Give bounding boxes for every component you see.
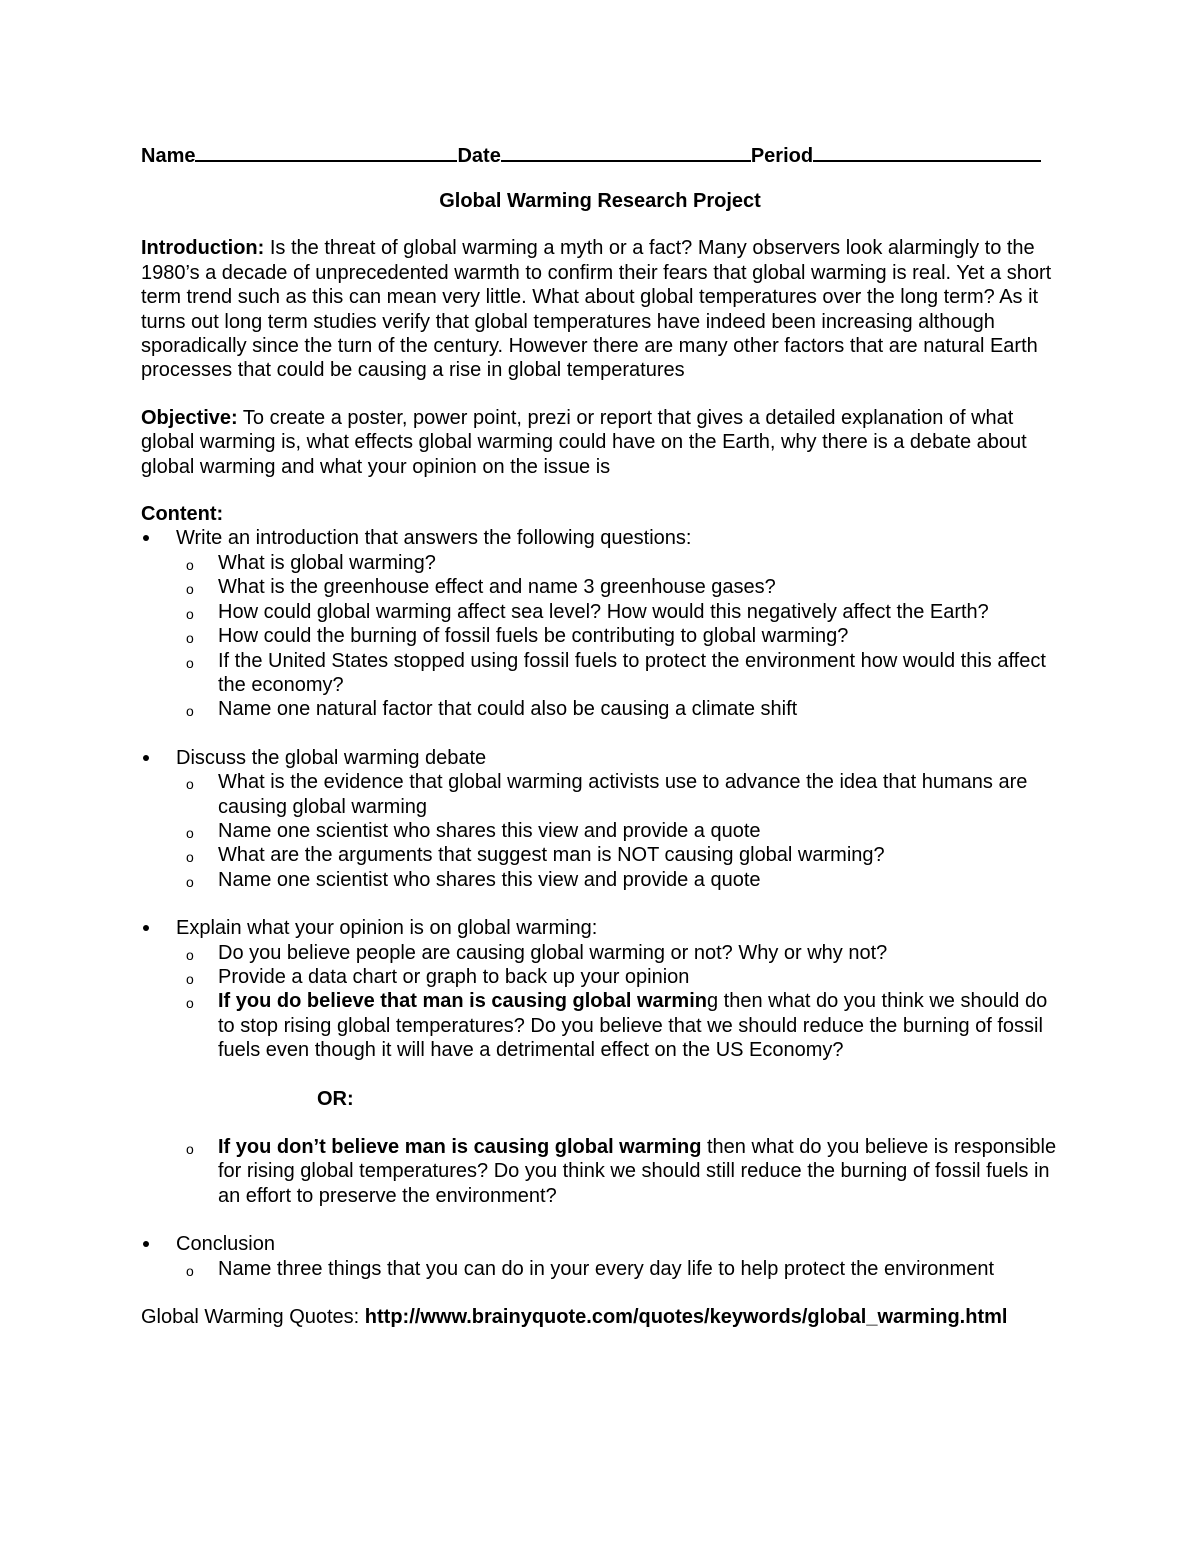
sub-list xyxy=(141,941,1066,1063)
circle-bullet-icon: o xyxy=(186,946,194,963)
list-item: o Name one natural factor that could also be causing a climate shift xyxy=(141,697,1066,721)
quotes-label: Global Warming Quotes: xyxy=(141,1306,365,1329)
circle-bullet-icon: o xyxy=(186,849,194,866)
circle-bullet-icon: o xyxy=(186,654,194,671)
document-body xyxy=(141,142,1066,1329)
list-item: o If the United States stopped using fossil fuels to protect the environment how would this affect the economy? xyxy=(186,649,1046,696)
list-item: Explain what your opinion is on global warming: o Do you believe people are causing global warming or not? Why or why not? o Provide a data chart or graph to back up your opinion o If you do believe that man is causing global warming then what do you think we should do to stop rising global temperatures? Do you believe that we should reduce the burning of fossil fuels even though it will have a detrimental effect on the US Economy? OR: o If you don’t believe man is causing global warming then what do you believe is responsible for rising global temperatures? Do you think we should still reduce the burning of fossil fuels in an effort to preserve the environment? xyxy=(141,916,1066,1208)
sub-list xyxy=(141,1135,1066,1208)
circle-bullet-icon: o xyxy=(186,824,194,841)
quotes-link[interactable]: http://www.brainyquote.com/quotes/keywords/global_warming.html xyxy=(364,1306,1008,1329)
circle-bullet-icon: o xyxy=(186,873,194,890)
sub-list xyxy=(141,1257,1066,1281)
circle-bullet-icon: o xyxy=(186,703,194,720)
circle-bullet-icon: o xyxy=(186,630,194,647)
list-item: o Do you believe people are causing global warming or not? Why or why not? xyxy=(141,941,1066,965)
circle-bullet-icon: o xyxy=(186,776,194,793)
list-item: o Name one scientist who shares this view and provide a quote xyxy=(141,868,1066,892)
list-item: o Name one scientist who shares this view and provide a quote xyxy=(141,819,1066,843)
content-heading: Content: xyxy=(141,503,224,526)
list-item: o What is the evidence that global warming activists use to advance the idea that humans are causing global warming xyxy=(186,771,1028,818)
list-item: o Name three things that you can do in your every day life to help protect the environment xyxy=(141,1257,1066,1281)
circle-bullet-icon: o xyxy=(186,556,194,573)
quotes-footer xyxy=(141,1305,1066,1329)
circle-bullet-icon: o xyxy=(186,970,194,987)
header-fields xyxy=(141,142,1066,168)
date-label: Date xyxy=(457,145,501,167)
introduction-text: Is the threat of global warming a myth or a fact? Many observers look alarmingly to the 1980’s a decade of unprecedented warmth to confirm their fears that global warming is real. Yet a short term trend such as this can mean very little. What about global temperatures over the long term? As it turns out long term studies verify that global temperatures have indeed been increasing although sporadically since the turn of the century. However there are many other factors that are natural Earth processes that could be causing a rise in global temperatures xyxy=(141,237,1052,382)
list-item: o What is the greenhouse effect and name 3 greenhouse gases? xyxy=(141,575,1066,599)
list-item: o How could the burning of fossil fuels be contributing to global warming? xyxy=(141,624,1066,648)
objective-paragraph xyxy=(141,406,1066,479)
period-blank[interactable] xyxy=(813,142,1041,162)
name-label: Name xyxy=(141,145,196,167)
circle-bullet-icon: o xyxy=(186,995,194,1012)
page-title: Global Warming Research Project xyxy=(439,190,761,212)
objective-label: Objective: xyxy=(141,406,238,429)
introduction-label: Introduction: xyxy=(141,237,265,260)
name-blank[interactable] xyxy=(195,142,457,162)
content-list xyxy=(141,526,1066,1281)
date-blank[interactable] xyxy=(501,142,751,162)
list-item: o What is global warming? xyxy=(141,551,1066,575)
option-b-item: o If you don’t believe man is causing global warming then what do you believe is responsible for rising global temperatures? Do you think we should still reduce the burning of fossil fuels in an effort to preserve the environment? xyxy=(186,1136,1057,1207)
list-item: o How could global warming affect sea level? How would this negatively affect the Earth? xyxy=(141,600,1066,624)
or-label: OR: xyxy=(317,1087,354,1110)
list-item: Conclusion o Name three things that you can do in your every day life to help protect the environment xyxy=(141,1232,1066,1281)
sub-list xyxy=(141,770,1066,892)
list-item: Write an introduction that answers the following questions: o What is global warming? o What is the greenhouse effect and name 3 greenhouse gases? o How could global warming affect sea level? How would this negatively affect the Earth? o How could the burning of fossil fuels be contributing to global warming? o If the United States stopped using fossil fuels to protect the environment how would this affect the economy? o Name one natural factor that could also be causing a climate shift xyxy=(141,526,1066,721)
period-label: Period xyxy=(750,145,814,167)
circle-bullet-icon: o xyxy=(186,1262,194,1279)
circle-bullet-icon: o xyxy=(186,581,194,598)
circle-bullet-icon: o xyxy=(186,1141,194,1157)
list-item: o What are the arguments that suggest man is NOT causing global warming? xyxy=(141,843,1066,867)
list-item: Discuss the global warming debate o What is the evidence that global warming activists use to advance the idea that humans are causing global warming o Name one scientist who shares this view and provide a quote o What are the arguments that suggest man is NOT causing global warming? o Name one scientist who shares this view and provide a quote xyxy=(141,746,1066,892)
objective-text: To create a poster, power point, prezi or report that gives a detailed explanation of what global warming is, what effects global warming could have on the Earth, why there is a debate about global warming and what your opinion on the issue is xyxy=(141,406,1027,478)
option-a-item: o If you do believe that man is causing global warming then what do you think we should do to stop rising global temperatures? Do you believe that we should reduce the burning of fossil fuels even though it will have a detrimental effect on the US Economy? xyxy=(186,990,1048,1062)
list-item: o Provide a data chart or graph to back up your opinion xyxy=(141,965,1066,989)
circle-bullet-icon: o xyxy=(186,605,194,622)
introduction-paragraph xyxy=(141,236,1066,382)
sub-list xyxy=(141,551,1066,722)
